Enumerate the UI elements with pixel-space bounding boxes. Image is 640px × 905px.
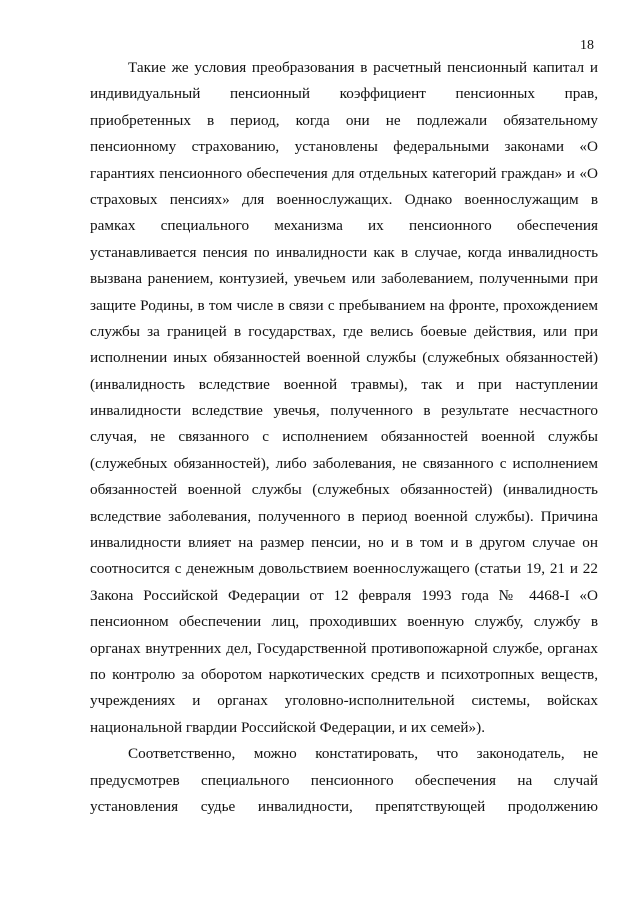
paragraph	[90, 55, 598, 741]
text-line: гарантиях пенсионного обеспечения для отдельных категорий граждан» и «О	[90, 164, 598, 182]
page-number: 18	[580, 38, 594, 53]
text-line: пенсионному страхованию, установлены федеральными законами «О	[90, 138, 598, 156]
text-line: обязанностей военной службы (служебных обязанностей) (инвалидность	[90, 481, 598, 499]
text-line: вызвана ранением, контузией, увечьем или заболеванием, полученными при	[90, 270, 598, 288]
text-line: учреждениях и органах уголовно-исполнительной системы, войсках	[90, 692, 598, 710]
text-line: (служебных обязанностей), либо заболевания, не связанного с исполнением	[90, 454, 598, 472]
text-line: соотносится с денежным довольствием военнослужащего (статьи 19, 21 и 22	[90, 560, 598, 578]
text-line: (инвалидность вследствие военной травмы), так и при наступлении	[90, 375, 598, 393]
text-line: Закона Российской Федерации от 12 февраля 1993 года № 4468-I «О	[90, 586, 598, 604]
text-line: инвалидности влияет на размер пенсии, но и в том и в другом случае он	[90, 534, 598, 552]
text-line: по контролю за оборотом наркотических средств и психотропных веществ,	[90, 665, 598, 683]
text-line: Соответственно, можно констатировать, что законодатель, не	[128, 745, 598, 763]
text-line: защите Родины, в том числе в связи с пребыванием на фронте, прохождением	[90, 296, 598, 314]
text-line: органах внутренних дел, Государственной противопожарной службе, органах	[90, 639, 598, 657]
text-line: установления судье инвалидности, препятствующей продолжению	[90, 797, 598, 815]
text-line: предусмотрев специального пенсионного обеспечения на случай	[90, 771, 598, 789]
text-line: исполнении иных обязанностей военной службы (служебных обязанностей)	[90, 349, 598, 367]
text-line: службы за границей в государствах, где велись боевые действия, или при	[90, 322, 598, 340]
text-line: страховых пенсиях» для военнослужащих. Однако военнослужащим в	[90, 190, 598, 208]
text-line: инвалидности вследствие увечья, полученного в результате несчастного	[90, 402, 598, 420]
text-line: случая, не связанного с исполнением обязанностей военной службы	[90, 428, 598, 446]
text-line: приобретенных в период, когда они не подлежали обязательному	[90, 111, 598, 129]
text-line: Такие же условия преобразования в расчетный пенсионный капитал и	[128, 59, 598, 76]
body-text	[90, 55, 598, 820]
paragraph	[90, 741, 598, 820]
text-line: национальной гвардии Российской Федерации, и их семей»).	[90, 718, 485, 736]
text-line: индивидуальный пенсионный коэффициент пенсионных прав,	[90, 85, 598, 103]
text-line: пенсионном обеспечении лиц, проходивших военную службу, службу в	[90, 613, 598, 631]
text-line: вследствие заболевания, полученного в период военной службы). Причина	[90, 507, 598, 525]
text-line: устанавливается пенсия по инвалидности как в случае, когда инвалидность	[90, 243, 598, 261]
text-line: рамках специального механизма их пенсионного обеспечения	[90, 217, 598, 235]
